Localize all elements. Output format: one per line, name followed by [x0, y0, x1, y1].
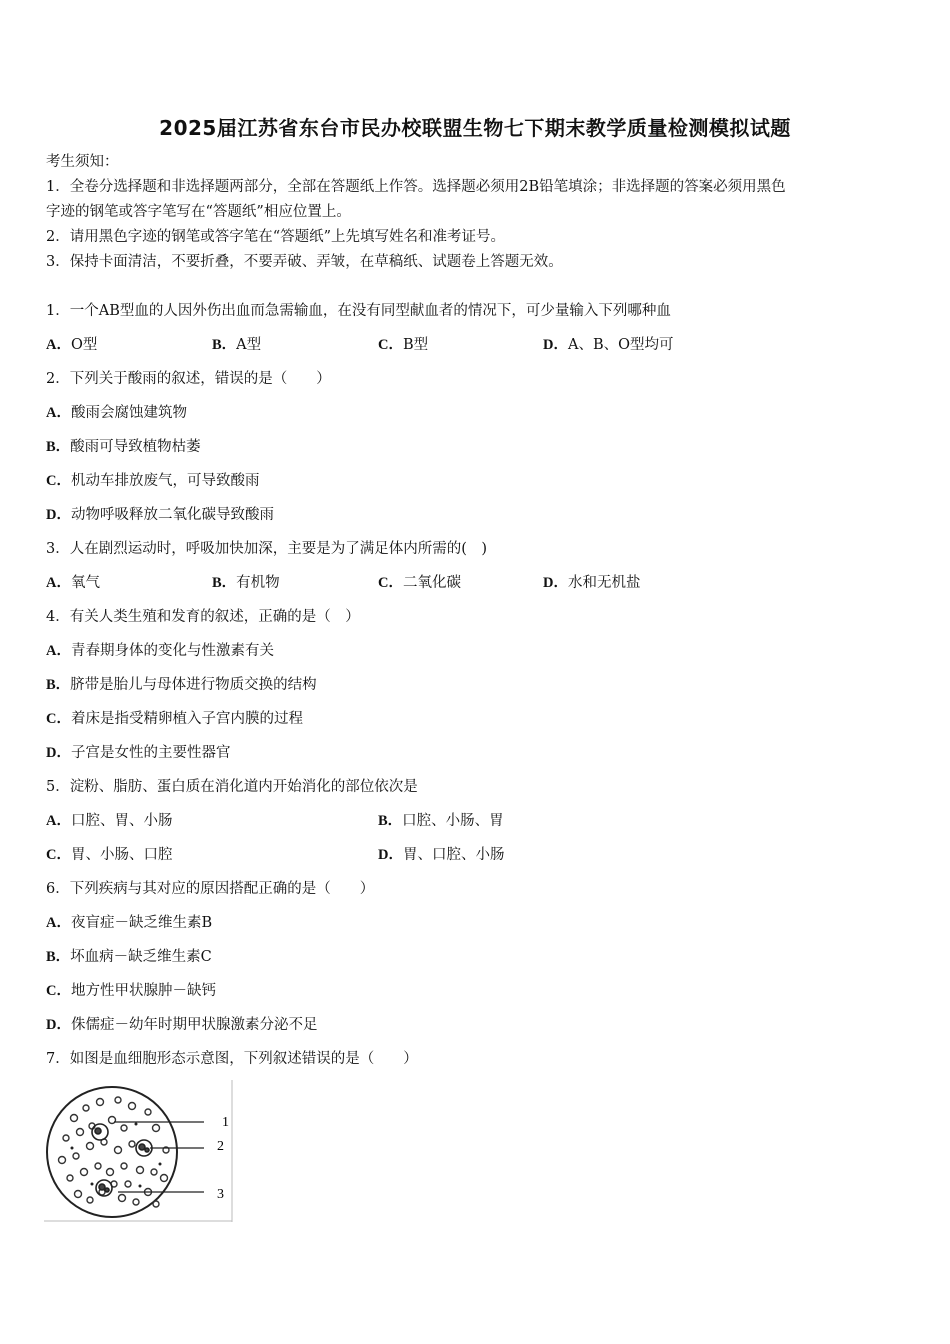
option-text: A型	[236, 337, 262, 353]
option-text: 坏血病－缺乏维生素C	[70, 949, 212, 965]
q6-option-c	[46, 981, 216, 1001]
option-label: B．	[378, 813, 403, 829]
option-label: B．	[46, 949, 71, 965]
q3-option-d	[543, 573, 640, 593]
q4-option-d	[46, 743, 230, 763]
figure-mark-2: 2	[217, 1139, 224, 1154]
option-text: 侏儒症－幼年时期甲状腺激素分泌不足	[70, 1017, 318, 1033]
option-label: D．	[543, 337, 568, 353]
notice-item: 3．保持卡面清洁，不要折叠，不要弄破、弄皱，在草稿纸、试题卷上答题无效。	[46, 254, 563, 270]
option-text: 有机物	[236, 575, 280, 591]
option-label: A．	[46, 915, 71, 931]
blood-cell-diagram	[44, 1080, 234, 1222]
option-label: A．	[46, 405, 71, 421]
q5-option-a	[46, 811, 172, 831]
figure-mark-3: 3	[217, 1187, 224, 1202]
option-text: 青春期身体的变化与性激素有关	[70, 643, 274, 659]
option-label: D．	[46, 507, 71, 523]
q2-option-a	[46, 403, 187, 423]
question-1-stem: 1．一个AB型血的人因外伤出血而急需输血，在没有同型献血者的情况下，可少量输入下列哪种血	[46, 303, 671, 319]
option-label: B．	[212, 337, 237, 353]
option-label: C．	[46, 983, 71, 999]
q1-option-a	[46, 335, 97, 355]
option-text: 脐带是胎儿与母体进行物质交换的结构	[70, 677, 317, 693]
option-label: D．	[378, 847, 403, 863]
q1-option-c	[378, 335, 428, 355]
option-text: 胃、小肠、口腔	[70, 847, 173, 863]
q6-option-d	[46, 1015, 317, 1035]
q3-option-c	[378, 573, 461, 593]
option-label: D．	[543, 575, 568, 591]
option-label: C．	[378, 575, 403, 591]
question-3-stem: 3．人在剧烈运动时，呼吸加快加深，主要是为了满足体内所需的( )	[46, 541, 488, 557]
option-label: D．	[46, 745, 71, 761]
q5-option-c	[46, 845, 172, 865]
option-label: A．	[46, 337, 71, 353]
option-text: 二氧化碳	[402, 575, 461, 591]
option-text: 口腔、胃、小肠	[70, 813, 173, 829]
q5-option-b	[378, 811, 504, 831]
q6-option-a	[46, 913, 212, 933]
q6-option-b	[46, 947, 212, 967]
option-label: B．	[212, 575, 237, 591]
option-text: B型	[402, 337, 429, 353]
option-text: 动物呼吸释放二氧化碳导致酸雨	[70, 507, 274, 523]
option-text: 夜盲症－缺乏维生素B	[70, 915, 213, 931]
q1-option-b	[212, 335, 261, 355]
q3-option-b	[212, 573, 280, 593]
option-label: A．	[46, 643, 71, 659]
question-2-stem: 2．下列关于酸雨的叙述，错误的是（ ）	[46, 371, 331, 387]
option-text: 酸雨会腐蚀建筑物	[70, 405, 187, 421]
option-text: O型	[70, 337, 98, 353]
question-7-stem: 7．如图是血细胞形态示意图，下列叙述错误的是（ ）	[46, 1051, 418, 1067]
option-label: C．	[46, 711, 71, 727]
question-5-stem: 5．淀粉、脂肪、蛋白质在消化道内开始消化的部位依次是	[46, 779, 418, 795]
page-title: 2025届江苏省东台市民办校联盟生物七下期末教学质量检测模拟试题	[159, 116, 791, 140]
option-text: A、B、O型均可	[567, 337, 674, 353]
option-text: 酸雨可导致植物枯萎	[70, 439, 201, 455]
blood-cell-figure	[44, 1080, 234, 1222]
option-text: 地方性甲状腺肿－缺钙	[70, 983, 216, 999]
option-label: A．	[46, 575, 71, 591]
option-text: 着床是指受精卵植入子宫内膜的过程	[70, 711, 303, 727]
q4-option-b	[46, 675, 317, 695]
option-label: B．	[46, 439, 71, 455]
q5-option-d	[378, 845, 504, 865]
option-label: A．	[46, 813, 71, 829]
option-text: 子宫是女性的主要性器官	[70, 745, 231, 761]
option-label: B．	[46, 677, 71, 693]
q2-option-c	[46, 471, 259, 491]
notice-heading: 考生须知：	[46, 154, 119, 170]
q4-option-c	[46, 709, 303, 729]
question-6-stem: 6．下列疾病与其对应的原因搭配正确的是（ ）	[46, 881, 375, 897]
notice-item: 1．全卷分选择题和非选择题两部分，全部在答题纸上作答。选择题必须用2B铅笔填涂；非选择题的答案必须用黑色	[46, 179, 786, 195]
q1-option-d	[543, 335, 674, 355]
figure-mark-1: 1	[222, 1115, 229, 1130]
notice-item: 2．请用黑色字迹的钢笔或答字笔在“答题纸”上先填写姓名和准考证号。	[46, 229, 506, 245]
option-text: 胃、口腔、小肠	[402, 847, 505, 863]
option-text: 氧气	[70, 575, 100, 591]
q2-option-b	[46, 437, 201, 457]
notice-item: 字迹的钢笔或答字笔写在“答题纸”相应位置上。	[46, 204, 351, 220]
option-text: 口腔、小肠、胃	[402, 813, 504, 829]
q4-option-a	[46, 641, 274, 661]
option-label: C．	[46, 847, 71, 863]
q3-option-a	[46, 573, 100, 593]
option-text: 机动车排放废气，可导致酸雨	[70, 473, 260, 489]
option-label: C．	[378, 337, 403, 353]
option-text: 水和无机盐	[567, 575, 641, 591]
q2-option-d	[46, 505, 274, 525]
option-label: C．	[46, 473, 71, 489]
question-4-stem: 4．有关人类生殖和发育的叙述，正确的是（ ）	[46, 609, 360, 625]
option-label: D．	[46, 1017, 71, 1033]
